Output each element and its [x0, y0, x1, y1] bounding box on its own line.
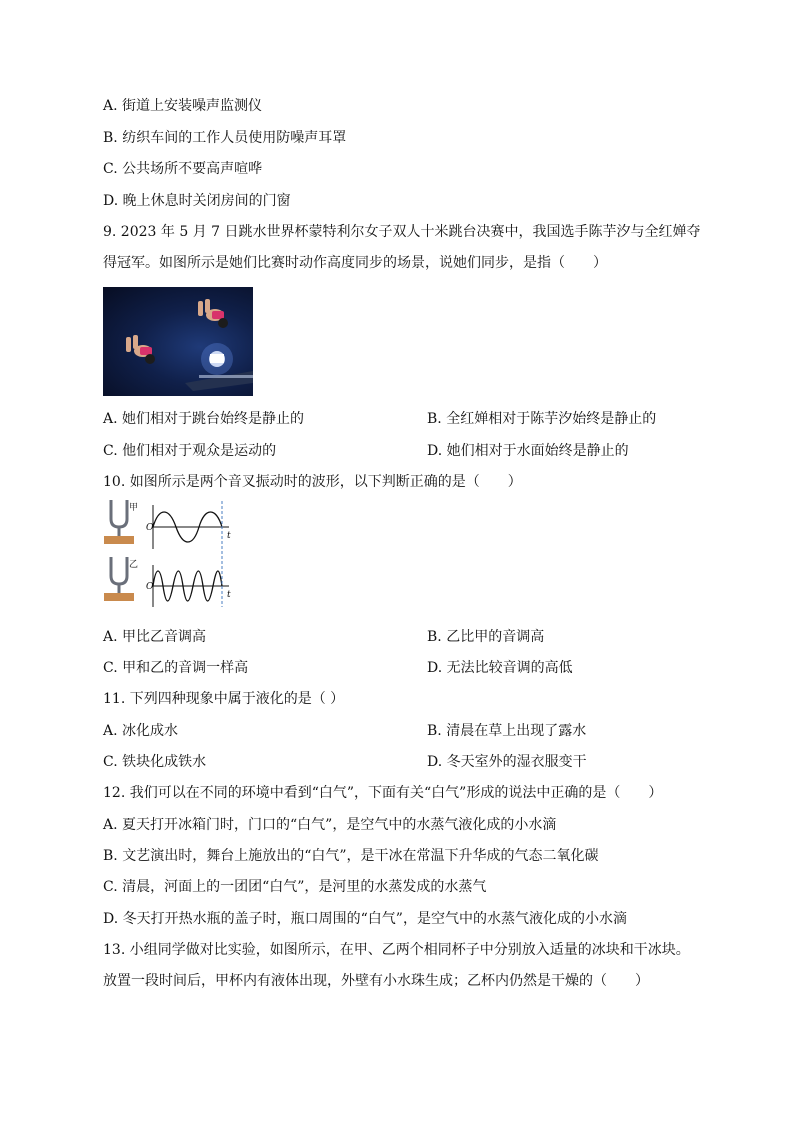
tuning-fork-waveform-figure: [101, 497, 233, 609]
q8-option-b: B. 纺织车间的工作人员使用防噪声耳罩: [103, 130, 347, 146]
q10-option-c: C. 甲和乙的音调一样高: [103, 660, 249, 676]
origin-label-bottom: O: [146, 582, 154, 592]
q11-stem: 11. 下列四种现象中属于液化的是（ ）: [103, 691, 345, 707]
q11-option-d: D. 冬天室外的湿衣服变干: [427, 754, 587, 770]
q8-option-a: A. 街道上安装噪声监测仪: [103, 98, 263, 114]
q13-stem-line1: 13. 小组同学做对比实验，如图所示，在甲、乙两个相同杯子中分别放入适量的冰块和干冰块。: [103, 942, 690, 958]
q12-option-c: C. 清晨，河面上的一团团“白气”，是河里的水蒸发成的水蒸气: [103, 879, 487, 895]
axis-label-top: t: [227, 531, 231, 541]
q11-option-a: A. 冰化成水: [103, 723, 179, 739]
q9-option-c: C. 他们相对于观众是运动的: [103, 443, 277, 459]
fork-top-label: 甲: [129, 503, 139, 513]
q9-stem-line1: 9. 2023 年 5 月 7 日跳水世界杯蒙特利尔女子双人十米跳台决赛中，我国选手陈芋汐与全红婵夺: [103, 224, 701, 240]
diving-photo: [103, 287, 253, 396]
q12-option-d: D. 冬天打开热水瓶的盖子时，瓶口周围的“白气”，是空气中的水蒸气液化成的小水滴: [103, 911, 627, 927]
q10-stem: 10. 如图所示是两个音叉振动时的波形，以下判断正确的是（ ）: [103, 474, 522, 490]
q12-option-b: B. 文艺演出时，舞台上施放出的“白气”，是干冰在常温下升华成的气态二氧化碳: [103, 848, 599, 864]
q12-option-a: A. 夏天打开冰箱门时，门口的“白气”，是空气中的水蒸气液化成的小水滴: [103, 817, 557, 833]
q9-option-a: A. 她们相对于跳台始终是静止的: [103, 411, 305, 427]
q13-stem-line2: 放置一段时间后，甲杯内有液体出现，外壁有小水珠生成；乙杯内仍然是干燥的（ ）: [103, 973, 649, 989]
q8-option-c: C. 公共场所不要高声喧哗: [103, 161, 263, 177]
origin-label-top: O: [146, 523, 154, 533]
q9-option-b: B. 全红婵相对于陈芋汐始终是静止的: [427, 411, 657, 427]
q10-option-d: D. 无法比较音调的高低: [427, 660, 573, 676]
q11-option-b: B. 清晨在草上出现了露水: [427, 723, 587, 739]
q10-option-b: B. 乙比甲的音调高: [427, 629, 545, 645]
q8-option-d: D. 晚上休息时关闭房间的门窗: [103, 193, 291, 209]
diving-photo-illustration: [103, 287, 253, 396]
q10-option-a: A. 甲比乙音调高: [103, 629, 207, 645]
q9-stem-line2: 得冠军。如图所示是她们比赛时动作高度同步的场景，说她们同步，是指（ ）: [103, 255, 607, 271]
fork-bottom-label: 乙: [129, 560, 139, 570]
axis-label-bottom: t: [227, 590, 231, 600]
q11-option-c: C. 铁块化成铁水: [103, 754, 207, 770]
q9-option-d: D. 她们相对于水面始终是静止的: [427, 443, 629, 459]
q12-stem: 12. 我们可以在不同的环境中看到“白气”，下面有关“白气”形成的说法中正确的是（ ）: [103, 785, 663, 801]
